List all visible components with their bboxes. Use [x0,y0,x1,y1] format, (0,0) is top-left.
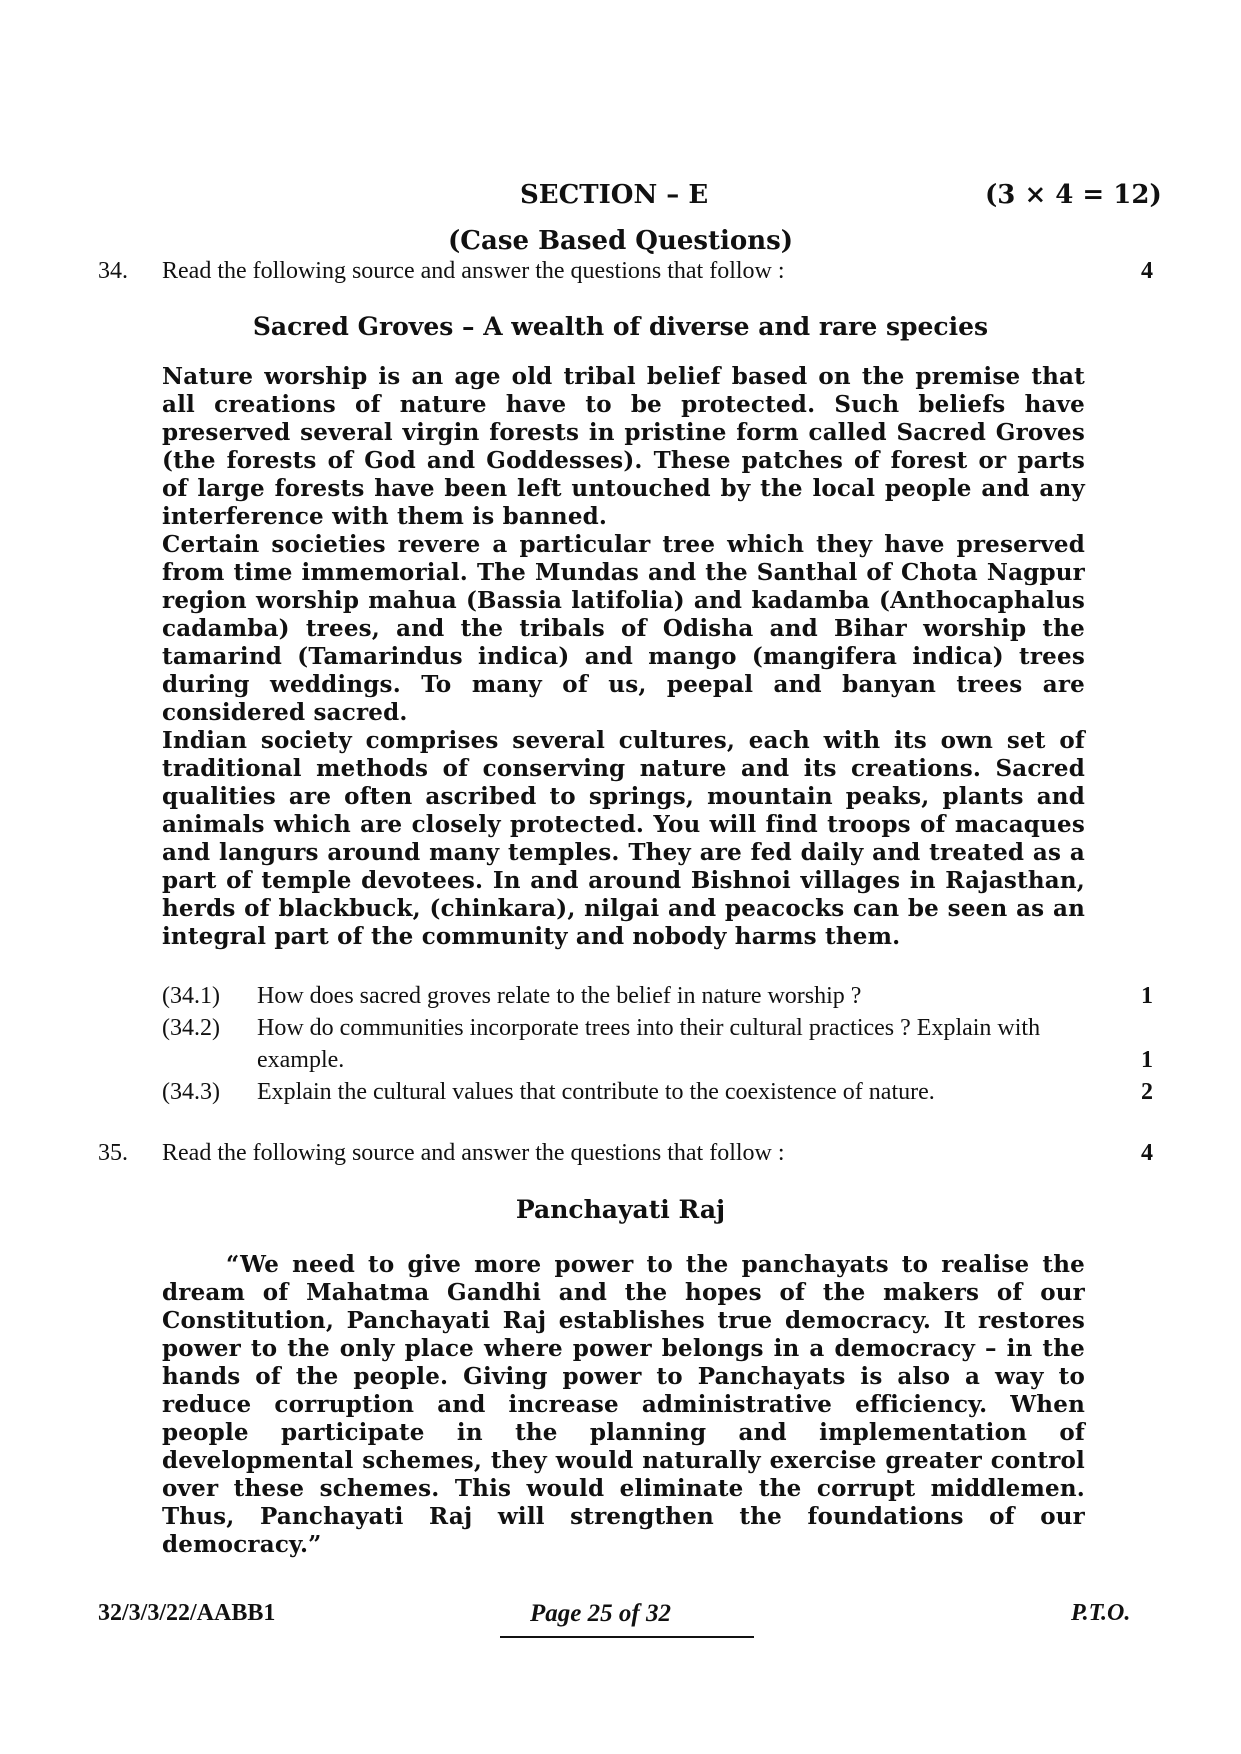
pto-label: P.T.O. [1071,1600,1131,1626]
question-prompt: Read the following source and answer the questions that follow : [162,258,785,284]
passage-paragraph: Nature worship is an age old tribal belief based on the premise that all creations of nature have to be protected. Such beliefs have preserved several virgin forests in pristine form called Sacred Groves (the forests of God and Goddesses). These patches of forest or parts of large forests have been left untouched by the local people and any interference with them is banned. [162,363,1085,530]
subquestion-number: (34.2) [162,1015,220,1041]
question-number: 35. [98,1140,128,1166]
subquestion-text: Explain the cultural values that contribute to the coexistence of nature. [257,1079,935,1105]
subquestion-marks: 1 [1141,1047,1153,1073]
subquestion-34-2 [162,1012,1153,1076]
passage-35 [162,1251,1085,1559]
section-title: SECTION – E [520,180,709,210]
paper-code: 32/3/3/22/AABB1 [98,1600,276,1626]
subquestion-marks: 2 [1141,1079,1153,1105]
question-marks: 4 [1141,258,1153,284]
passage-paragraph: Indian society comprises several cultures, each with its own set of traditional methods of conserving nature and its creations. Sacred qualities are often ascribed to springs, mountain peaks, plants and animals which are closely protected. You will find troops of macaques and langurs around many temples. They are fed daily and treated as a part of temple devotees. In and around Bishnoi villages in Rajasthan, herds of blackbuck, (chinkara), nilgai and peacocks can be seen as an integral part of the community and nobody harms them. [162,727,1085,950]
page-number: Page 25 of 32 [530,1600,671,1627]
question-prompt: Read the following source and answer the questions that follow : [162,1140,785,1166]
question-number: 34. [98,258,128,284]
source-title-35: Panchayati Raj [515,1195,726,1224]
subquestion-number: (34.3) [162,1079,220,1105]
subquestion-marks: 1 [1141,983,1153,1009]
subquestion-text: How do communities incorporate trees into their cultural practices ? Explain with example. [257,1015,1041,1073]
section-marks: (3 × 4 = 12) [985,180,1162,210]
page-number-underline [500,1636,754,1638]
subquestion-number: (34.1) [162,983,220,1009]
passage-paragraph: Certain societies revere a particular tree which they have preserved from time immemorial. The Mundas and the Santhal of Chota Nagpur region worship mahua (Bassia latifolia) and kadamba (Anthocaphalus cadamba) trees, and the tribals of Odisha and Bihar worship the tamarind (Tamarindus indica) and mango (mangifera indica) trees during weddings. To many of us, peepal and banyan trees are considered sacred. [162,531,1085,726]
passage-34 [162,363,1085,951]
subquestion-text: How does sacred groves relate to the belief in nature worship ? [257,983,862,1009]
section-subtitle: (Case Based Questions) [448,226,794,256]
passage-paragraph: “We need to give more power to the panchayats to realise the dream of Mahatma Gandhi and the hopes of the makers of our Constitution, Panchayati Raj establishes true democracy. It restores power to the only place where power belongs in a democracy – in the hands of the people. Giving power to Panchayats is also a way to reduce corruption and increase administrative efficiency. When people participate in the planning and implementation of developmental schemes, they would naturally exercise greater control over these schemes. This would eliminate the corrupt middlemen. Thus, Panchayati Raj will strengthen the foundations of our democracy.” [162,1251,1085,1558]
question-marks: 4 [1141,1140,1153,1166]
source-title-34: Sacred Groves – A wealth of diverse and rare species [252,312,989,341]
